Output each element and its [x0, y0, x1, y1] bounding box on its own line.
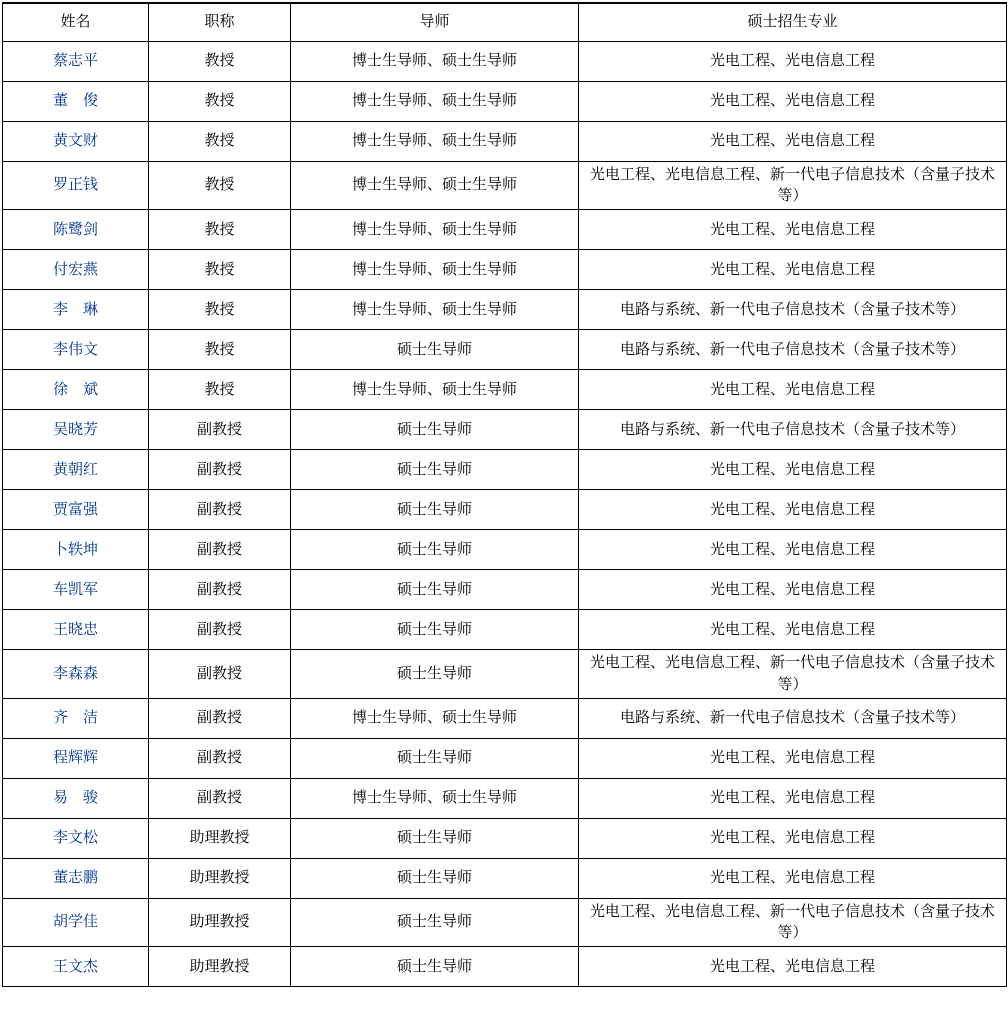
supervisor-cell: 硕士生导师: [291, 330, 579, 370]
faculty-name-link[interactable]: 车凯军: [52, 580, 98, 598]
majors-cell: 光电工程、光电信息工程: [579, 81, 1007, 121]
title-cell: 助理教授: [149, 858, 291, 898]
name-cell: [3, 570, 149, 610]
supervisor-cell: 硕士生导师: [291, 738, 579, 778]
name-cell: [3, 530, 149, 570]
name-cell: [3, 650, 149, 699]
title-cell: 副教授: [149, 738, 291, 778]
faculty-name-link[interactable]: 李伟文: [52, 340, 98, 358]
faculty-name-link[interactable]: 蔡志平: [52, 52, 98, 70]
faculty-name-link[interactable]: 卜轶坤: [52, 540, 98, 558]
table-row: [3, 858, 1007, 898]
supervisor-cell: 博士生导师、硕士生导师: [291, 210, 579, 250]
table-row: [3, 947, 1007, 987]
supervisor-cell: 博士生导师、硕士生导师: [291, 250, 579, 290]
supervisor-cell: 硕士生导师: [291, 450, 579, 490]
title-cell: 教授: [149, 210, 291, 250]
title-cell: 副教授: [149, 650, 291, 699]
majors-cell: 光电工程、光电信息工程、新一代电子信息技术（含量子技术等）: [579, 898, 1007, 947]
name-cell: [3, 410, 149, 450]
supervisor-cell: 博士生导师、硕士生导师: [291, 698, 579, 738]
name-cell: [3, 250, 149, 290]
title-cell: 助理教授: [149, 818, 291, 858]
majors-cell: 光电工程、光电信息工程: [579, 250, 1007, 290]
title-cell: 教授: [149, 81, 291, 121]
majors-cell: 光电工程、光电信息工程: [579, 818, 1007, 858]
majors-cell: 光电工程、光电信息工程: [579, 610, 1007, 650]
title-cell: 副教授: [149, 778, 291, 818]
column-header: 职称: [149, 3, 291, 41]
column-header: 硕士招生专业: [579, 3, 1007, 41]
majors-cell: 光电工程、光电信息工程: [579, 210, 1007, 250]
majors-cell: 电路与系统、新一代电子信息技术（含量子技术等）: [579, 410, 1007, 450]
majors-cell: 光电工程、光电信息工程: [579, 121, 1007, 161]
supervisor-cell: 硕士生导师: [291, 530, 579, 570]
supervisor-cell: 硕士生导师: [291, 610, 579, 650]
table-row: [3, 530, 1007, 570]
majors-cell: 光电工程、光电信息工程: [579, 947, 1007, 987]
table-row: [3, 41, 1007, 81]
name-cell: [3, 290, 149, 330]
supervisor-cell: 硕士生导师: [291, 410, 579, 450]
name-cell: [3, 610, 149, 650]
table-row: [3, 121, 1007, 161]
title-cell: 教授: [149, 370, 291, 410]
majors-cell: 电路与系统、新一代电子信息技术（含量子技术等）: [579, 330, 1007, 370]
table-row: [3, 610, 1007, 650]
table-row: [3, 161, 1007, 210]
table-row: [3, 250, 1007, 290]
table-row: [3, 450, 1007, 490]
faculty-name-link[interactable]: 徐 斌: [52, 380, 98, 398]
table-row: [3, 818, 1007, 858]
name-cell: [3, 778, 149, 818]
header-row: [3, 3, 1007, 41]
name-cell: [3, 370, 149, 410]
faculty-name-link[interactable]: 程辉辉: [52, 749, 98, 767]
name-cell: [3, 490, 149, 530]
faculty-name-link[interactable]: 贾富强: [52, 500, 98, 518]
faculty-name-link[interactable]: 陈鹭剑: [52, 220, 98, 238]
supervisor-cell: 博士生导师、硕士生导师: [291, 161, 579, 210]
majors-cell: 电路与系统、新一代电子信息技术（含量子技术等）: [579, 698, 1007, 738]
supervisor-cell: 博士生导师、硕士生导师: [291, 290, 579, 330]
faculty-name-link[interactable]: 黄朝红: [52, 460, 98, 478]
faculty-name-link[interactable]: 罗正钱: [52, 176, 98, 194]
majors-cell: 光电工程、光电信息工程: [579, 530, 1007, 570]
faculty-name-link[interactable]: 王文杰: [52, 957, 98, 975]
table-row: [3, 210, 1007, 250]
name-cell: [3, 330, 149, 370]
title-cell: 副教授: [149, 570, 291, 610]
table-row: [3, 650, 1007, 699]
faculty-table: [2, 2, 1007, 987]
name-cell: [3, 738, 149, 778]
faculty-name-link[interactable]: 齐 洁: [52, 709, 98, 727]
title-cell: 副教授: [149, 490, 291, 530]
title-cell: 副教授: [149, 450, 291, 490]
supervisor-cell: 博士生导师、硕士生导师: [291, 121, 579, 161]
title-cell: 教授: [149, 250, 291, 290]
majors-cell: 光电工程、光电信息工程、新一代电子信息技术（含量子技术等）: [579, 161, 1007, 210]
faculty-name-link[interactable]: 李 琳: [52, 300, 98, 318]
title-cell: 副教授: [149, 530, 291, 570]
name-cell: [3, 210, 149, 250]
faculty-name-link[interactable]: 李文松: [52, 829, 98, 847]
title-cell: 副教授: [149, 698, 291, 738]
faculty-name-link[interactable]: 黄文财: [52, 132, 98, 150]
majors-cell: 光电工程、光电信息工程、新一代电子信息技术（含量子技术等）: [579, 650, 1007, 699]
table-row: [3, 898, 1007, 947]
title-cell: 助理教授: [149, 947, 291, 987]
majors-cell: 电路与系统、新一代电子信息技术（含量子技术等）: [579, 290, 1007, 330]
faculty-name-link[interactable]: 董 俊: [52, 92, 98, 110]
column-header: 姓名: [3, 3, 149, 41]
name-cell: [3, 898, 149, 947]
supervisor-cell: 硕士生导师: [291, 650, 579, 699]
majors-cell: 光电工程、光电信息工程: [579, 41, 1007, 81]
name-cell: [3, 947, 149, 987]
name-cell: [3, 450, 149, 490]
title-cell: 助理教授: [149, 898, 291, 947]
name-cell: [3, 698, 149, 738]
faculty-name-link[interactable]: 易 骏: [52, 789, 98, 807]
majors-cell: 光电工程、光电信息工程: [579, 490, 1007, 530]
title-cell: 教授: [149, 290, 291, 330]
faculty-name-link[interactable]: 吴晓芳: [52, 420, 98, 438]
supervisor-cell: 博士生导师、硕士生导师: [291, 778, 579, 818]
title-cell: 副教授: [149, 610, 291, 650]
faculty-name-link[interactable]: 胡学佳: [52, 913, 98, 931]
table-row: [3, 81, 1007, 121]
majors-cell: 光电工程、光电信息工程: [579, 450, 1007, 490]
faculty-name-link[interactable]: 董志鹏: [52, 869, 98, 887]
majors-cell: 光电工程、光电信息工程: [579, 570, 1007, 610]
title-cell: 副教授: [149, 410, 291, 450]
supervisor-cell: 硕士生导师: [291, 570, 579, 610]
supervisor-cell: 硕士生导师: [291, 818, 579, 858]
table-row: [3, 370, 1007, 410]
supervisor-cell: 硕士生导师: [291, 898, 579, 947]
table-row: [3, 290, 1007, 330]
table-row: [3, 738, 1007, 778]
table-row: [3, 330, 1007, 370]
majors-cell: 光电工程、光电信息工程: [579, 858, 1007, 898]
faculty-name-link[interactable]: 王晓忠: [52, 620, 98, 638]
supervisor-cell: 博士生导师、硕士生导师: [291, 81, 579, 121]
majors-cell: 光电工程、光电信息工程: [579, 738, 1007, 778]
title-cell: 教授: [149, 121, 291, 161]
name-cell: [3, 161, 149, 210]
table-row: [3, 410, 1007, 450]
name-cell: [3, 818, 149, 858]
table-row: [3, 698, 1007, 738]
name-cell: [3, 858, 149, 898]
supervisor-cell: 硕士生导师: [291, 858, 579, 898]
faculty-name-link[interactable]: 李森森: [52, 664, 98, 682]
column-header: 导师: [291, 3, 579, 41]
title-cell: 教授: [149, 41, 291, 81]
supervisor-cell: 硕士生导师: [291, 490, 579, 530]
table-body: [3, 41, 1007, 987]
supervisor-cell: 博士生导师、硕士生导师: [291, 41, 579, 81]
name-cell: [3, 81, 149, 121]
title-cell: 教授: [149, 330, 291, 370]
faculty-name-link[interactable]: 付宏燕: [52, 260, 98, 278]
name-cell: [3, 41, 149, 81]
majors-cell: 光电工程、光电信息工程: [579, 778, 1007, 818]
supervisor-cell: 博士生导师、硕士生导师: [291, 370, 579, 410]
supervisor-cell: 硕士生导师: [291, 947, 579, 987]
title-cell: 教授: [149, 161, 291, 210]
table-row: [3, 778, 1007, 818]
table-row: [3, 570, 1007, 610]
table-row: [3, 490, 1007, 530]
majors-cell: 光电工程、光电信息工程: [579, 370, 1007, 410]
name-cell: [3, 121, 149, 161]
